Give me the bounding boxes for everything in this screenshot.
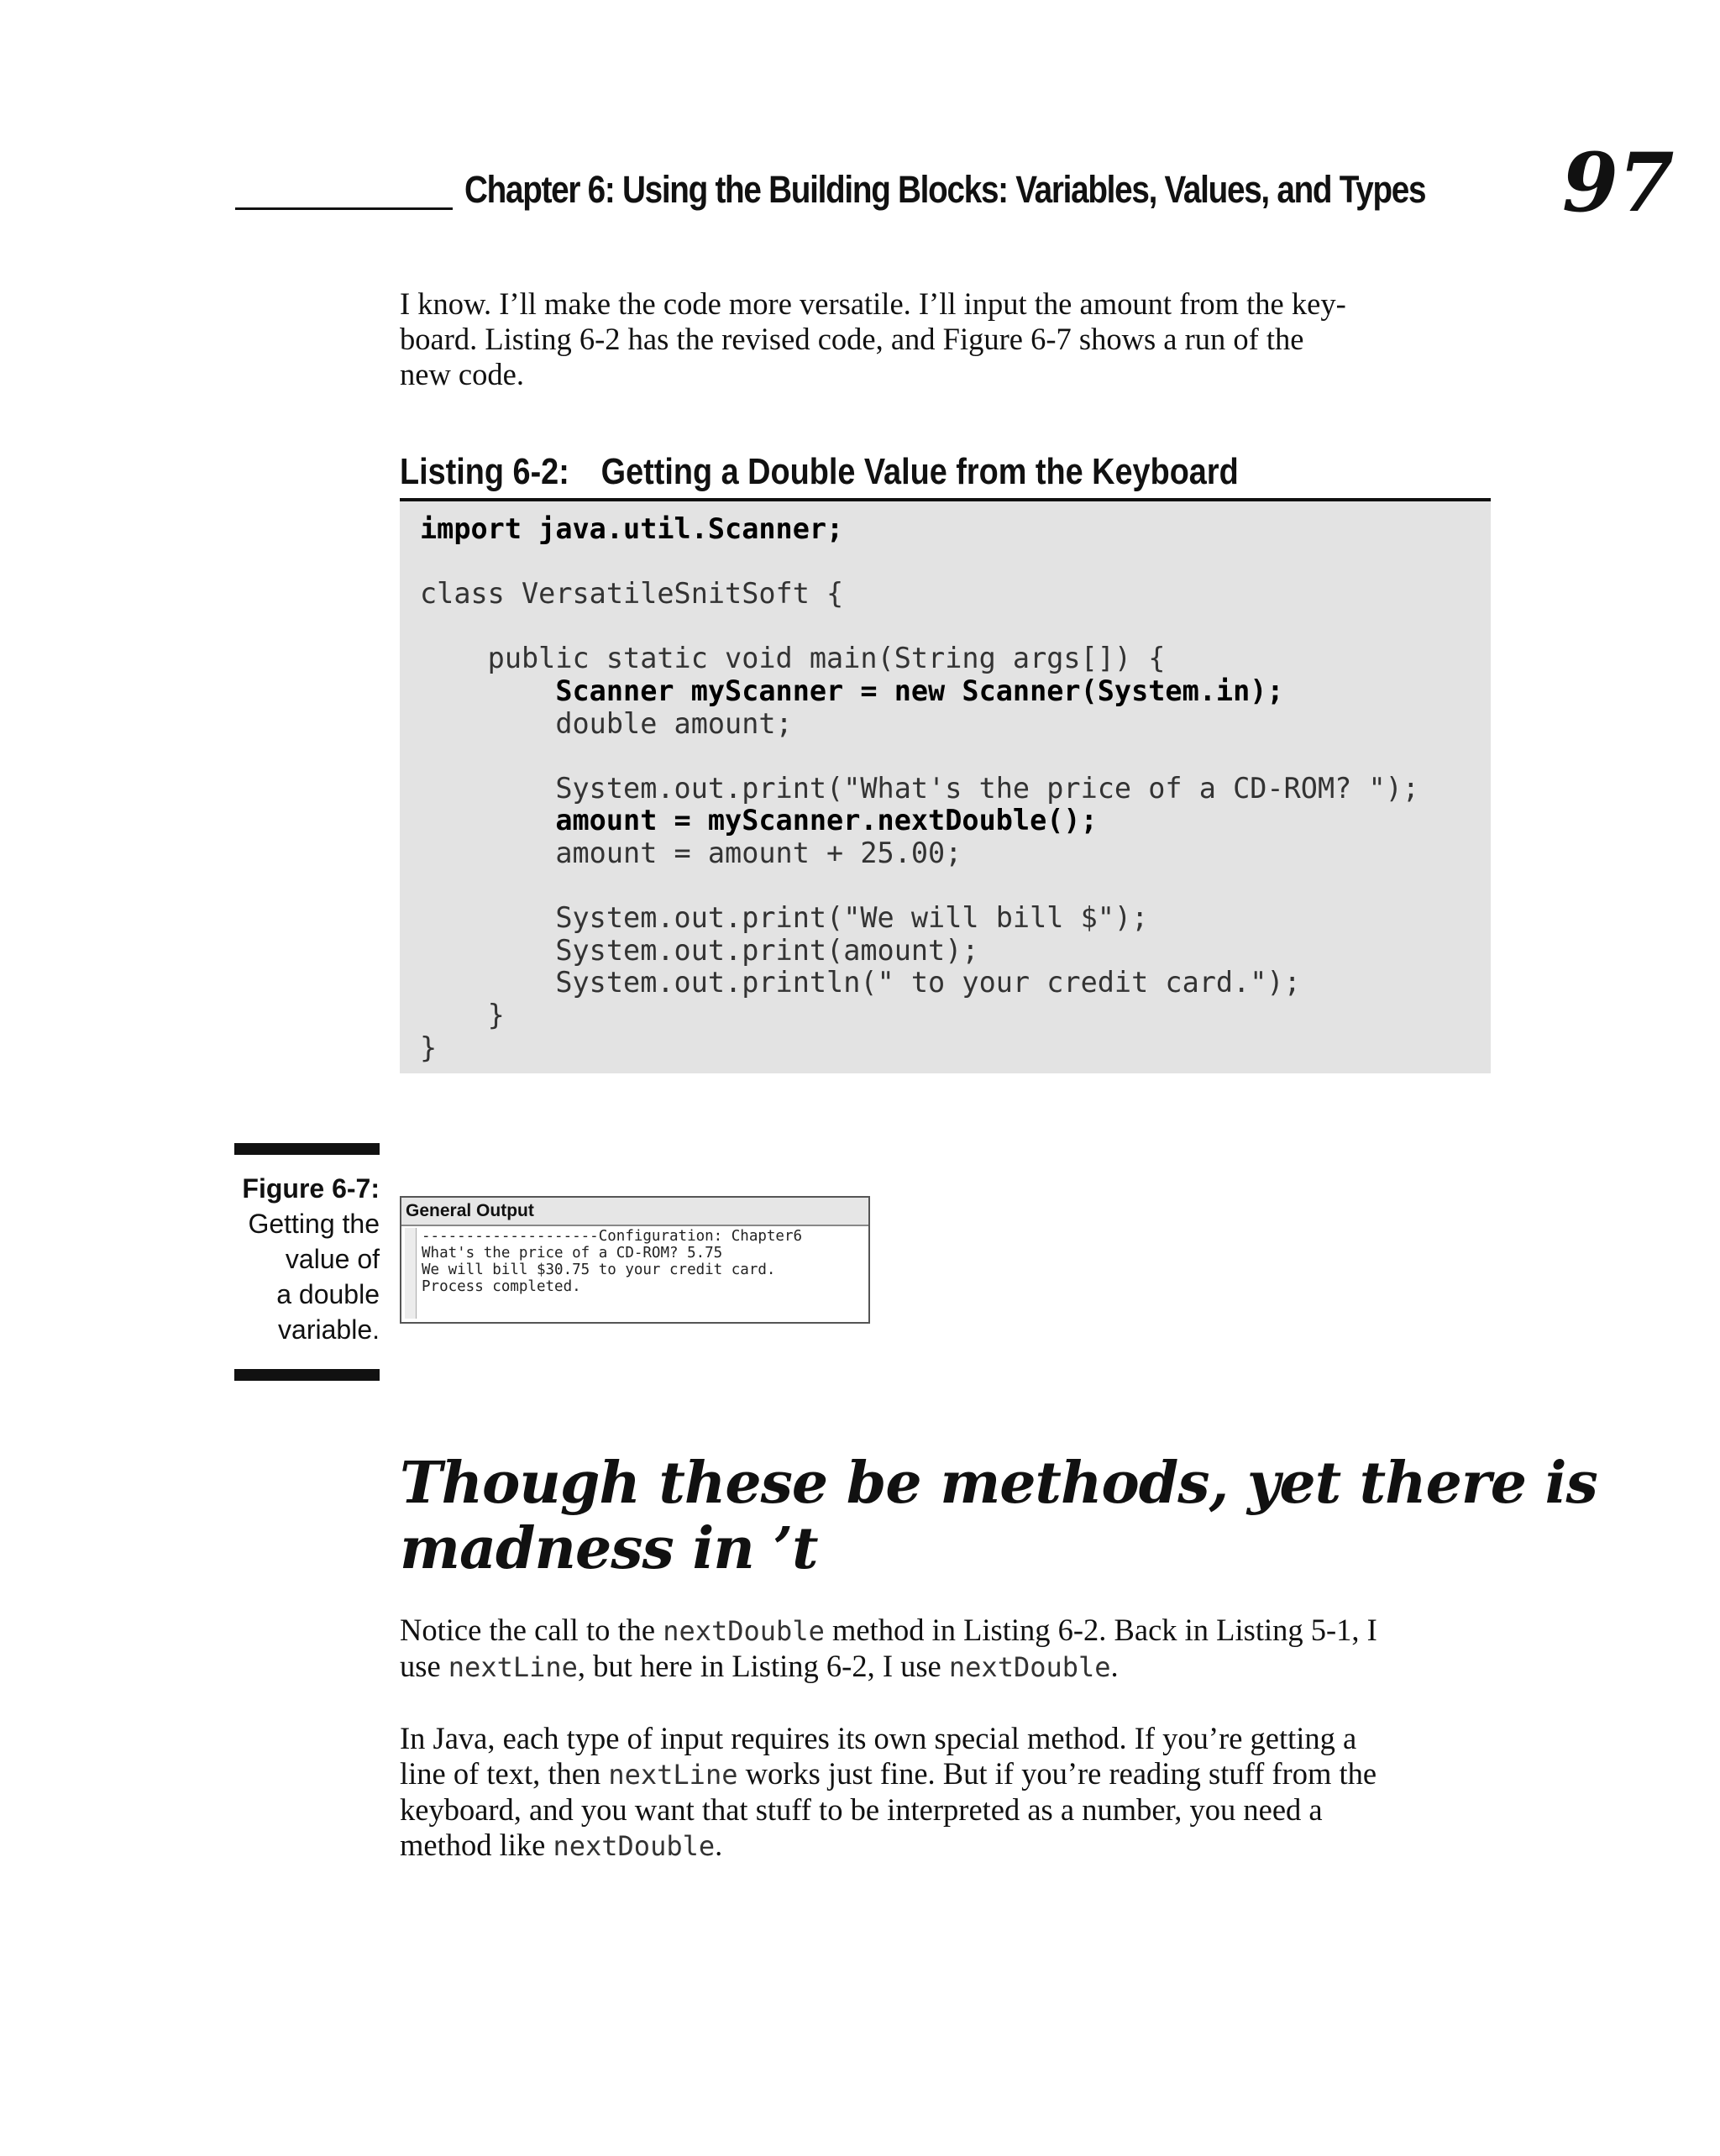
paragraph-line: keyboard, and you want that stuff to be interpreted as a number, you need a [400,1792,1323,1827]
page-number: 97 [1562,135,1675,230]
code-line: double amount; [420,706,793,740]
intro-line: new code. [400,357,524,391]
code-line: Scanner myScanner = new Scanner(System.in); [420,674,1284,707]
output-window-title: General Output [401,1198,868,1226]
figure-caption-line: a double [276,1279,380,1309]
text-run: works just fine. But if you’re reading stuff from the [737,1756,1377,1791]
code-line: amount = amount + 25.00; [420,836,962,869]
inline-code: nextDouble [553,1830,716,1862]
code-line: System.out.print("What's the price of a CD-ROM? "); [420,771,1419,805]
output-line: We will bill $30.75 to your credit card. [422,1262,776,1278]
paragraph-2 [400,1721,1500,1864]
output-line: Process completed. [422,1278,581,1295]
intro-line: I know. I’ll make the code more versatile. I’ll input the amount from the key- [400,286,1346,321]
section-heading [400,1450,1597,1582]
code-line: System.out.println(" to your credit card."); [420,966,1301,999]
intro-paragraph [400,286,1492,392]
paragraph-line [400,1828,1500,1864]
intro-line: board. Listing 6-2 has the revised code, and Figure 6-7 shows a run of the [400,322,1304,356]
listing-caption [400,451,1239,493]
text-run: Notice the call to the [400,1613,663,1647]
code-block [420,513,1419,1064]
header-rule [235,207,453,210]
listing-label: Listing 6-2: [400,451,569,492]
code-line: import java.util.Scanner; [420,512,844,545]
inline-code: nextDouble [948,1651,1111,1683]
figure-caption-line: variable. [278,1314,380,1345]
output-gutter [405,1228,417,1319]
output-line: --------------------Configuration: Chapter6 [422,1228,803,1245]
text-run: . [715,1828,723,1862]
code-line: class VersatileSnitSoft { [420,577,844,611]
figure-bottom-bar [234,1369,380,1381]
code-line: System.out.print(amount); [420,933,979,967]
code-line: amount = myScanner.nextDouble(); [420,804,1098,837]
text-run: use [400,1649,448,1683]
text-run: method in Listing 6-2. Back in Listing 5-1, I [824,1613,1377,1647]
figure-caption-line: value of [285,1244,380,1274]
code-line: System.out.print("We will bill $"); [420,901,1149,935]
paragraph-1 [400,1613,1500,1685]
paragraph-line [400,1756,1500,1792]
listing-title: Getting a Double Value from the Keyboard [600,451,1239,492]
figure-caption [220,1171,380,1347]
text-run: . [1110,1649,1119,1683]
paragraph-line [400,1613,1500,1649]
general-output-window [400,1196,870,1324]
text-run: , but here in Listing 6-2, I use [577,1649,949,1683]
code-line: } [420,998,505,1031]
text-run: line of text, then [400,1756,609,1791]
paragraph-line: In Java, each type of input requires its own special method. If you’re getting a [400,1721,1357,1755]
figure-label: Figure 6-7: [242,1173,380,1204]
inline-code: nextLine [608,1759,738,1791]
code-line: public static void main(String args[]) { [420,642,1166,675]
figure-top-bar [234,1143,380,1155]
section-heading-line: madness in ’t [400,1515,818,1582]
chapter-title: Chapter 6: Using the Building Blocks: Variables, Values, and Types [464,168,1426,211]
code-line: } [420,1031,438,1064]
code-listing [400,501,1491,1073]
paragraph-line [400,1649,1500,1685]
section-heading-line: Though these be methods, yet there is [400,1450,1597,1517]
output-line: What's the price of a CD-ROM? 5.75 [422,1245,723,1262]
figure-caption-line: Getting the [248,1209,380,1239]
output-text [422,1228,867,1320]
inline-code: nextLine [448,1651,578,1683]
text-run: method like [400,1828,553,1862]
inline-code: nextDouble [663,1615,825,1647]
